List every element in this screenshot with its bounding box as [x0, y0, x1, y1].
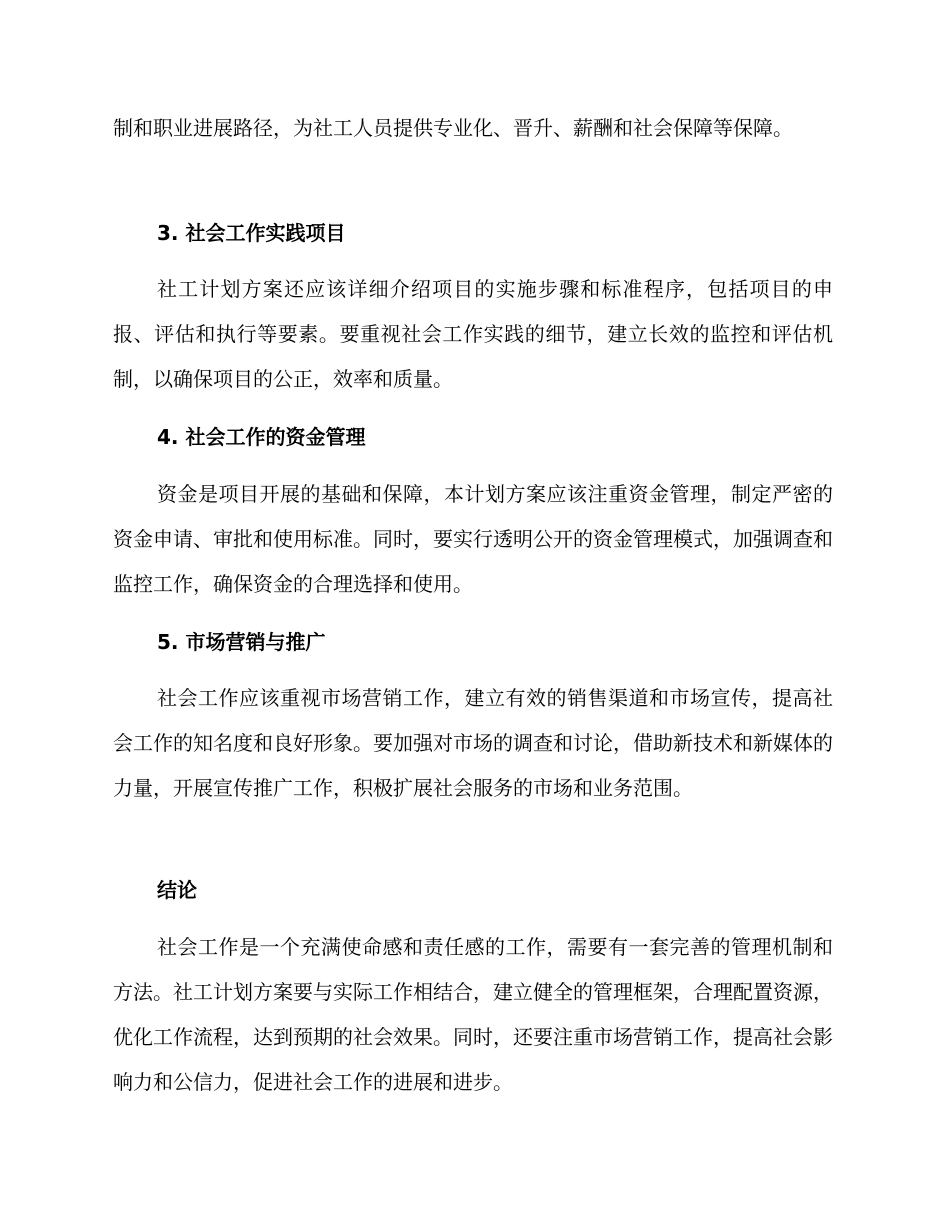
paragraph-continuation: 制和职业进展路径，为社工人员提供专业化、晋升、薪酬和社会保障等保障。 — [113, 116, 793, 140]
section-heading-marketing: 5. 市场营销与推广 — [157, 630, 326, 654]
paragraph-fund-management: 资金是项目开展的基础和保障，本计划方案应该注重资金管理，制定严密的资金申请、审批和使用标准。同时，要实行透明公开的资金管理模式，加强调查和监控工作，确保资金的合理选择和使用。 — [113, 482, 833, 596]
section-heading-fund-management: 4. 社会工作的资金管理 — [157, 425, 366, 449]
section-heading-practice-projects: 3. 社会工作实践项目 — [157, 221, 346, 245]
section-heading-conclusion: 结论 — [157, 878, 197, 902]
paragraph-marketing: 社会工作应该重视市场营销工作，建立有效的销售渠道和市场宣传，提高社会工作的知名度和良好形象。要加强对市场的调查和讨论，借助新技术和新媒体的力量，开展宣传推广工作，积极扩展社会服务的市场和业务范围。 — [113, 686, 833, 800]
paragraph-practice-projects: 社工计划方案还应该详细介绍项目的实施步骤和标准程序，包括项目的申报、评估和执行等要素。要重视社会工作实践的细节，建立长效的监控和评估机制，以确保项目的公正，效率和质量。 — [113, 277, 833, 391]
paragraph-conclusion: 社会工作是一个充满使命感和责任感的工作，需要有一套完善的管理机制和方法。社工计划方案要与实际工作相结合，建立健全的管理框架，合理配置资源，优化工作流程，达到预期的社会效果。同时，还要注重市场营销工作，提高社会影响力和公信力，促进社会工作的进展和进步。 — [113, 935, 833, 1094]
